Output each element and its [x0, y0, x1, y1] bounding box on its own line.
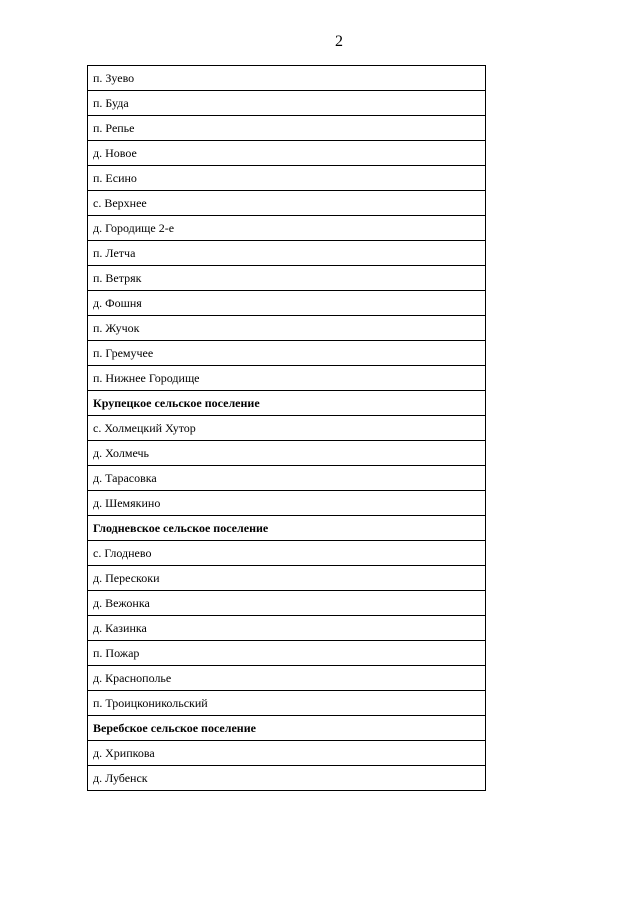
table-row	[88, 66, 486, 91]
settlement-cell: д. Тарасовка	[88, 466, 486, 491]
settlement-cell: д. Шемякино	[88, 491, 486, 516]
table-row	[88, 166, 486, 191]
settlement-cell: п. Летча	[88, 241, 486, 266]
table-row	[88, 491, 486, 516]
settlement-cell: д. Фошня	[88, 291, 486, 316]
settlement-cell: п. Есино	[88, 166, 486, 191]
table-row	[88, 216, 486, 241]
settlement-cell: п. Нижнее Городище	[88, 366, 486, 391]
table-row	[88, 416, 486, 441]
settlement-cell: п. Пожар	[88, 641, 486, 666]
settlement-cell: д. Лубенск	[88, 766, 486, 791]
table-row	[88, 641, 486, 666]
table-row	[88, 191, 486, 216]
settlement-cell: д. Перескоки	[88, 566, 486, 591]
page-number: 2	[335, 33, 343, 50]
table-row	[88, 141, 486, 166]
table-row	[88, 566, 486, 591]
settlement-cell: д. Городище 2-е	[88, 216, 486, 241]
table-row	[88, 116, 486, 141]
settlement-cell: д. Вежонка	[88, 591, 486, 616]
table-row	[88, 91, 486, 116]
settlement-cell: п. Репье	[88, 116, 486, 141]
table-row	[88, 341, 486, 366]
section-header-row	[88, 716, 486, 741]
table-row	[88, 541, 486, 566]
table-row	[88, 291, 486, 316]
settlement-cell: с. Глоднево	[88, 541, 486, 566]
table-row	[88, 366, 486, 391]
table-row	[88, 691, 486, 716]
settlement-cell: д. Краснополье	[88, 666, 486, 691]
settlement-cell: п. Буда	[88, 91, 486, 116]
section-header-row	[88, 391, 486, 416]
settlements-table	[87, 65, 486, 791]
table-row	[88, 666, 486, 691]
section-header-cell: Крупецкое сельское поселение	[88, 391, 486, 416]
settlement-cell: п. Жучок	[88, 316, 486, 341]
settlement-cell: п. Ветряк	[88, 266, 486, 291]
settlement-cell: с. Верхнее	[88, 191, 486, 216]
settlement-cell: д. Холмечь	[88, 441, 486, 466]
section-header-row	[88, 516, 486, 541]
section-header-cell: Веребское сельское поселение	[88, 716, 486, 741]
section-header-cell: Глодневское сельское поселение	[88, 516, 486, 541]
table-row	[88, 766, 486, 791]
settlement-cell: п. Троицконикольский	[88, 691, 486, 716]
table-row	[88, 316, 486, 341]
table-row	[88, 741, 486, 766]
table-row	[88, 591, 486, 616]
table-body	[88, 66, 486, 791]
table-row	[88, 266, 486, 291]
settlement-cell: д. Казинка	[88, 616, 486, 641]
table-row	[88, 441, 486, 466]
table-row	[88, 616, 486, 641]
table-row	[88, 241, 486, 266]
table-row	[88, 466, 486, 491]
settlement-cell: д. Новое	[88, 141, 486, 166]
settlement-cell: п. Зуево	[88, 66, 486, 91]
settlement-cell: п. Гремучее	[88, 341, 486, 366]
settlement-cell: д. Хрипкова	[88, 741, 486, 766]
settlement-cell: с. Холмецкий Хутор	[88, 416, 486, 441]
